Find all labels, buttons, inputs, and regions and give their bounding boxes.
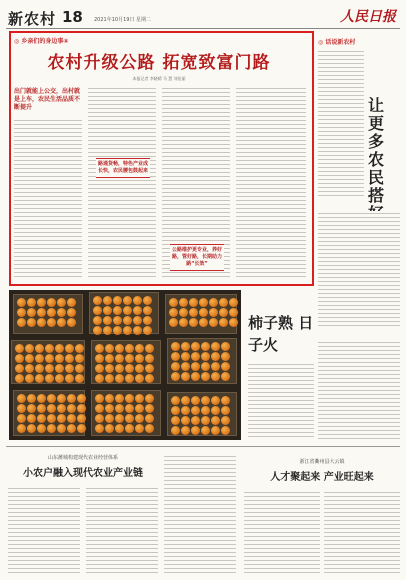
persimmon [113,316,122,325]
persimmon [135,414,144,423]
persimmon [125,374,134,383]
drying-tray [89,292,159,334]
right-column [318,31,400,331]
persimmon [55,354,64,363]
persimmon [229,318,238,327]
persimmon [221,372,230,381]
persimmon [211,406,220,415]
drying-tray [165,294,237,334]
body-text-column [318,49,364,199]
persimmon [179,308,188,317]
persimmon [25,374,34,383]
persimmon [47,318,56,327]
persimmon [45,344,54,353]
persimmon [95,394,104,403]
persimmon [181,426,190,435]
persimmon [67,308,76,317]
persimmon [27,298,36,307]
persimmon [77,394,86,403]
persimmon [27,414,36,423]
persimmon [105,394,114,403]
persimmon [35,364,44,373]
persimmon [179,318,188,327]
bottom-kicker: 浙江省衢州县大云镇 [299,459,345,465]
persimmon [47,404,56,413]
persimmon [35,374,44,383]
persimmon [95,364,104,373]
issue-date: 2021年10月19日 星期二 [94,17,152,23]
persimmon [201,352,210,361]
persimmon [123,296,132,305]
body-text-column [88,86,156,278]
persimmon [191,372,200,381]
persimmon [125,354,134,363]
drying-tray [13,390,85,436]
persimmon [27,424,36,433]
persimmon [37,298,46,307]
persimmon [93,326,102,335]
drying-tray [13,294,83,334]
persimmon [189,308,198,317]
bottom-kicker: 山东潍城构建现代农业经营体系 [47,455,118,461]
persimmon [191,406,200,415]
persimmon [171,342,180,351]
persimmon [37,318,46,327]
persimmon [17,424,26,433]
persimmon [145,344,154,353]
persimmon [103,326,112,335]
persimmon [115,404,124,413]
persimmon [145,364,154,373]
persimmon [201,396,210,405]
persimmon [169,318,178,327]
persimmon [77,424,86,433]
persimmon [125,414,134,423]
persimmon [45,354,54,363]
persimmon [57,318,66,327]
persimmon [37,414,46,423]
persimmon [211,342,220,351]
persimmon [179,298,188,307]
persimmon [95,344,104,353]
persimmon [145,414,154,423]
body-text-column [318,211,400,329]
article-subhead: 路通货畅，特色产业成长快，农民腰包鼓起来 [96,158,150,178]
persimmon [229,308,238,317]
persimmon [125,424,134,433]
persimmon [67,298,76,307]
persimmon [115,364,124,373]
persimmon [145,374,154,383]
persimmon [65,354,74,363]
drying-tray [11,340,85,384]
persimmon [57,404,66,413]
persimmon [125,364,134,373]
persimmon [181,396,190,405]
persimmon [47,414,56,423]
body-text-column [318,340,400,440]
persimmon [211,426,220,435]
persimmon [135,354,144,363]
persimmon [37,404,46,413]
persimmon [45,374,54,383]
persimmon [135,404,144,413]
persimmon [25,364,34,373]
newspaper-logo: 人民日报 [340,9,396,25]
persimmon [95,414,104,423]
persimmon [133,306,142,315]
persimmon [15,374,24,383]
persimmon [219,308,228,317]
persimmon [209,298,218,307]
persimmon [67,414,76,423]
persimmon [171,426,180,435]
persimmon [201,342,210,351]
persimmon [35,354,44,363]
persimmon [17,298,26,307]
persimmon [113,296,122,305]
persimmon [103,316,112,325]
persimmon [57,424,66,433]
persimmon [47,308,56,317]
persimmon [67,318,76,327]
persimmon [181,352,190,361]
persimmon [57,394,66,403]
page-header [6,6,400,29]
article-subhead: 公路维护更专业，养好路，管好路，长期助力路“长效” [170,244,224,271]
persimmon [105,364,114,373]
persimmon [17,404,26,413]
persimmon [135,364,144,373]
persimmon [25,344,34,353]
persimmon [17,394,26,403]
persimmon [27,404,36,413]
persimmon [143,316,152,325]
persimmon [47,298,56,307]
persimmon [65,374,74,383]
persimmon [181,372,190,381]
persimmon [143,326,152,335]
persimmon [75,374,84,383]
persimmon [105,414,114,423]
persimmon [191,342,200,351]
persimmon [115,374,124,383]
persimmon [105,344,114,353]
persimmon [113,306,122,315]
drying-tray [167,392,237,436]
persimmon [93,306,102,315]
persimmon [123,316,132,325]
persimmon [57,414,66,423]
body-text-column [164,454,236,574]
persimmon [95,374,104,383]
persimmon [145,404,154,413]
persimmon [75,364,84,373]
persimmon [169,308,178,317]
persimmon [201,426,210,435]
persimmon [211,416,220,425]
drying-tray [167,338,237,384]
persimmon [105,374,114,383]
persimmon [171,372,180,381]
persimmon [145,354,154,363]
persimmon [55,374,64,383]
persimmon [67,394,76,403]
persimmon [191,416,200,425]
persimmon [221,342,230,351]
commentary-headline[interactable]: 让更多农民搭 [368,96,385,205]
persimmon [221,426,230,435]
bottom-right-title[interactable]: 人才聚起来 产业旺起来 [270,472,374,483]
persimmon [145,424,154,433]
persimmon [219,298,228,307]
persimmon [93,316,102,325]
article-lead: 出门就能上公交，出村就是上车，农民生活品质不断提升 [14,88,81,111]
persimmon [93,296,102,305]
persimmon [191,396,200,405]
persimmon [201,372,210,381]
persimmon [17,318,26,327]
persimmon [191,426,200,435]
persimmon [189,318,198,327]
persimmon [103,296,112,305]
persimmon [171,352,180,361]
persimmon [135,344,144,353]
persimmon [199,308,208,317]
caption-text [248,362,314,440]
persimmon [77,404,86,413]
persimmon [171,406,180,415]
persimmon [199,318,208,327]
drying-tray [91,340,161,384]
persimmon [143,306,152,315]
persimmon [75,344,84,353]
persimmon [181,362,190,371]
persimmon [27,394,36,403]
persimmon [171,416,180,425]
persimmon [17,414,26,423]
persimmon [105,354,114,363]
persimmon [67,404,76,413]
page-number: 18 [62,8,83,26]
persimmon [105,404,114,413]
persimmon [55,364,64,373]
persimmon [145,394,154,403]
column-tag: ◎ 话说新农村 [318,39,356,46]
persimmon [201,362,210,371]
persimmon [25,354,34,363]
persimmon [123,306,132,315]
article-title[interactable]: 农村升级公路 拓宽致富门路 [47,53,271,73]
persimmon [169,298,178,307]
persimmon [125,404,134,413]
persimmon [95,424,104,433]
body-text-column [236,86,306,278]
persimmon [189,298,198,307]
persimmon [181,416,190,425]
persimmon [191,352,200,361]
persimmon [37,394,46,403]
bottom-left-title[interactable]: 小农户融入现代农业产业链 [23,468,143,479]
persimmon [221,396,230,405]
persimmon [55,344,64,353]
persimmon-photo [9,290,241,440]
persimmon [115,414,124,423]
persimmon [15,344,24,353]
persimmon [209,318,218,327]
persimmon [37,424,46,433]
persimmon [191,362,200,371]
persimmon [123,326,132,335]
persimmon [201,406,210,415]
persimmon [181,406,190,415]
body-text-column [324,490,400,574]
persimmon [65,344,74,353]
persimmon [57,298,66,307]
persimmon [17,308,26,317]
section-divider [6,446,400,447]
body-text-column [86,486,158,574]
persimmon [115,394,124,403]
persimmon [229,298,238,307]
persimmon [65,364,74,373]
persimmon [15,364,24,373]
persimmon [115,354,124,363]
persimmon [125,344,134,353]
persimmon [211,352,220,361]
persimmon [201,416,210,425]
persimmon [199,298,208,307]
persimmon [57,308,66,317]
persimmon [125,394,134,403]
body-text-column [8,486,80,574]
persimmon [221,362,230,371]
persimmon [105,424,114,433]
persimmon [211,396,220,405]
persimmon [77,414,86,423]
persimmon [143,296,152,305]
persimmon [211,362,220,371]
photo-caption: 柿子熟 日子火 [248,314,314,354]
persimmon [221,416,230,425]
persimmon [15,354,24,363]
persimmon [209,308,218,317]
persimmon [181,342,190,351]
persimmon [171,362,180,371]
persimmon [135,374,144,383]
persimmon [113,326,122,335]
persimmon [47,394,56,403]
section-name: 新农村 [8,10,57,28]
persimmon [35,344,44,353]
persimmon [95,404,104,413]
persimmon [27,308,36,317]
persimmon [47,424,56,433]
persimmon [135,394,144,403]
persimmon [27,318,36,327]
persimmon [133,326,142,335]
persimmon [133,296,142,305]
persimmon [103,306,112,315]
body-text-column [244,490,320,574]
persimmon [211,372,220,381]
persimmon [67,424,76,433]
persimmon [133,316,142,325]
persimmon [219,318,228,327]
persimmon [115,424,124,433]
persimmon [221,406,230,415]
article-kicker: ◎ 乡亲们的身边事④ [14,38,69,45]
body-text-column [14,118,82,278]
persimmon [45,364,54,373]
persimmon [135,424,144,433]
article-byline: 本报记者 李晓晴 马 慧 刘佳丽 [132,76,186,81]
persimmon [37,308,46,317]
persimmon [171,396,180,405]
drying-tray [91,390,161,436]
persimmon [221,352,230,361]
persimmon [75,354,84,363]
persimmon [95,354,104,363]
persimmon [115,344,124,353]
